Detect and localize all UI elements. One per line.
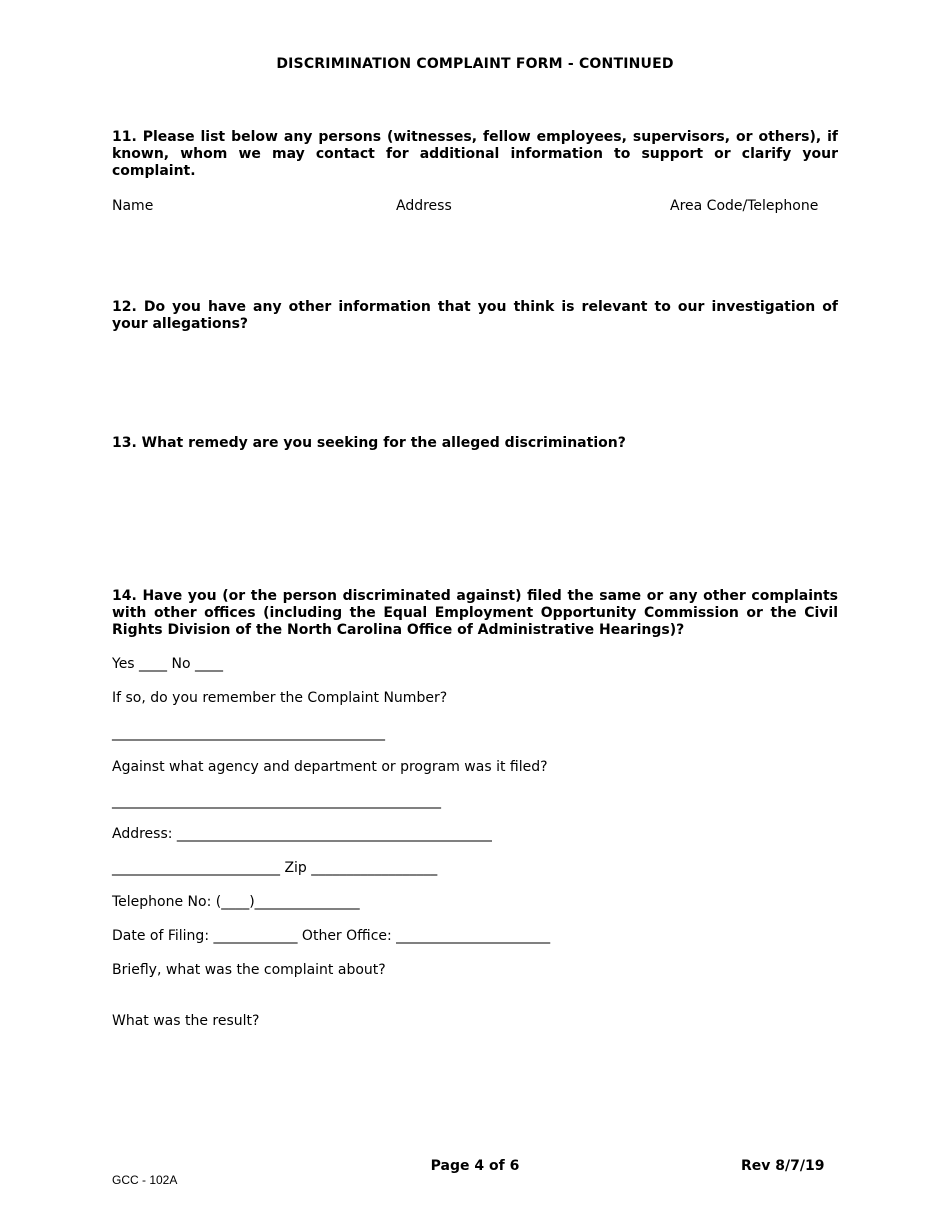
telephone-field[interactable]: Telephone No: (____)_______________ bbox=[112, 894, 360, 910]
question-14: 14. Have you (or the person discriminated against) filed the same or any other complaints with other offices (including the Equal Employment Opportunity Commission or the Civil Rights Division of the North Carolina Office of Administrative Hearings)? bbox=[112, 588, 838, 638]
complaint-about-prompt: Briefly, what was the complaint about? bbox=[112, 962, 386, 978]
agency-prompt: Against what agency and department or program was it filed? bbox=[112, 759, 548, 775]
question-11: 11. Please list below any persons (witnesses, fellow employees, supervisors, or others), if known, whom we may contact for additional information to support or clarify your complaint. bbox=[112, 129, 838, 179]
complaint-number-field[interactable]: _______________________________________ bbox=[112, 725, 385, 741]
date-other-office-field[interactable]: Date of Filing: ____________ Other Office: ______________________ bbox=[112, 928, 551, 944]
result-prompt: What was the result? bbox=[112, 1013, 260, 1029]
question-12: 12. Do you have any other information that you think is relevant to our investigation of your allegations? bbox=[112, 299, 838, 332]
page-title: DISCRIMINATION COMPLAINT FORM - CONTINUED bbox=[276, 56, 674, 72]
column-header-address: Address bbox=[396, 198, 452, 214]
revision-date: Rev 8/7/19 bbox=[741, 1158, 825, 1174]
yes-no-field[interactable]: Yes ____ No ____ bbox=[112, 656, 223, 672]
zip-field[interactable]: ________________________ Zip __________________ bbox=[112, 860, 438, 876]
complaint-number-prompt: If so, do you remember the Complaint Number? bbox=[112, 690, 448, 706]
form-id: GCC - 102A bbox=[112, 1173, 178, 1187]
column-header-name: Name bbox=[112, 198, 154, 214]
column-header-telephone: Area Code/Telephone bbox=[670, 198, 819, 214]
question-13: 13. What remedy are you seeking for the alleged discrimination? bbox=[112, 435, 626, 451]
page-number: Page 4 of 6 bbox=[430, 1158, 520, 1174]
agency-field[interactable]: _______________________________________________ bbox=[112, 793, 441, 809]
address-field[interactable]: Address: _____________________________________________ bbox=[112, 826, 492, 842]
